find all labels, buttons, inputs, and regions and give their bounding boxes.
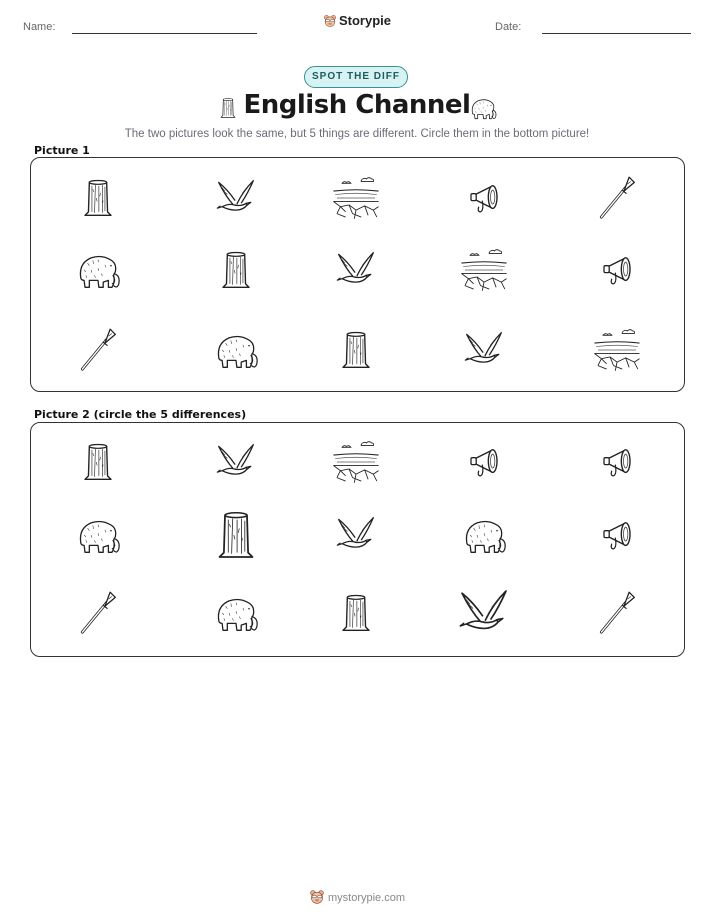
cracked-seabed-icon — [327, 172, 385, 224]
bear-logo-icon — [323, 14, 337, 28]
mammoth-icon[interactable] — [455, 509, 513, 561]
tree-stump-icon — [207, 244, 265, 296]
picture-1-label: Picture 1 — [34, 144, 90, 157]
brand-name: Storypie — [338, 13, 391, 28]
name-label: Name: — [23, 21, 56, 33]
horn-icon[interactable] — [588, 509, 646, 561]
name-input-line[interactable] — [72, 33, 257, 34]
tree-stump-icon — [69, 172, 127, 224]
mammoth-icon — [207, 324, 265, 376]
seagull-icon — [455, 324, 513, 376]
brand-logo — [0, 13, 714, 28]
tree-stump-icon — [327, 324, 385, 376]
horn-icon — [588, 244, 646, 296]
horn-icon[interactable] — [455, 436, 513, 488]
footer — [0, 889, 714, 905]
mammoth-icon[interactable] — [69, 509, 127, 561]
spear-icon — [69, 324, 127, 376]
date-label: Date: — [495, 21, 522, 33]
spear-icon[interactable] — [588, 587, 646, 639]
seagull-icon[interactable] — [207, 436, 265, 488]
page-title: English Channel — [243, 90, 471, 120]
tree-stump-icon[interactable] — [327, 587, 385, 639]
horn-icon — [455, 172, 513, 224]
seagull-icon[interactable] — [327, 509, 385, 561]
horn-icon[interactable] — [588, 436, 646, 488]
cracked-seabed-icon[interactable] — [327, 436, 385, 488]
seagull-icon[interactable] — [448, 580, 520, 646]
spear-icon — [588, 172, 646, 224]
cracked-seabed-icon — [588, 324, 646, 376]
mammoth-icon[interactable] — [207, 587, 265, 639]
spot-the-diff-badge: SPOT THE DIFF — [304, 66, 408, 88]
instructions: The two pictures look the same, but 5 things are different. Circle them in the bottom picture! — [124, 128, 590, 140]
bear-logo-icon — [309, 889, 325, 905]
mammoth-icon — [466, 92, 500, 124]
cracked-seabed-icon — [455, 244, 513, 296]
footer-url: mystorypie.com — [327, 892, 406, 904]
seagull-icon — [207, 172, 265, 224]
spear-icon[interactable] — [69, 587, 127, 639]
date-input-line[interactable] — [542, 33, 691, 34]
seagull-icon — [327, 244, 385, 296]
tree-stump-icon[interactable] — [69, 436, 127, 488]
tree-stump-icon[interactable] — [200, 502, 272, 568]
mammoth-icon — [69, 244, 127, 296]
picture-2-label: Picture 2 (circle the 5 differences) — [34, 408, 247, 421]
